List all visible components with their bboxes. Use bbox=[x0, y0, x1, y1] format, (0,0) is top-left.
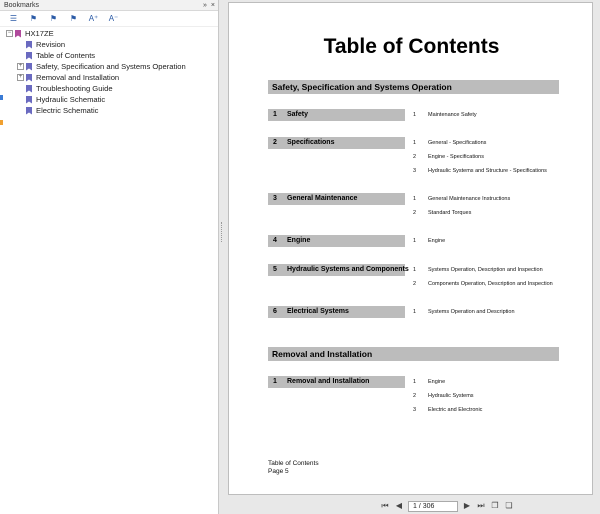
bookmark-hx17ze[interactable] bbox=[0, 28, 218, 39]
expander-placeholder bbox=[17, 96, 24, 103]
subitem-label: Systems Operation, Description and Inspection bbox=[428, 267, 543, 273]
bookmark-label: Safety, Specification and Systems Operation bbox=[36, 62, 186, 71]
bookmark-options-icon[interactable]: ☰ bbox=[9, 14, 18, 23]
expander-placeholder bbox=[17, 85, 24, 92]
side-tool-strip bbox=[0, 95, 3, 145]
row-label: Engine bbox=[287, 237, 311, 244]
last-page-icon[interactable]: ⏭ bbox=[477, 501, 485, 510]
row-number: 1 bbox=[273, 378, 277, 385]
bookmark-icon bbox=[15, 30, 21, 38]
single-page-view-icon[interactable]: ❐ bbox=[491, 501, 499, 510]
panel-expand-button[interactable]: » bbox=[203, 2, 207, 9]
side-tool-icon[interactable] bbox=[0, 95, 3, 100]
bookmark-icon bbox=[26, 74, 32, 82]
toc-row[interactable] bbox=[268, 264, 409, 276]
document-page bbox=[228, 2, 593, 495]
bookmark-label: Revision bbox=[36, 40, 66, 49]
bookmark-icon bbox=[26, 107, 32, 115]
bookmark-icon bbox=[26, 52, 32, 60]
bookmark-label: HX17ZE bbox=[25, 29, 54, 38]
page-footer-number: Page 5 bbox=[268, 468, 289, 475]
bookmark-electric-schematic[interactable] bbox=[0, 105, 218, 116]
subitem-number: 1 bbox=[413, 379, 417, 385]
subitem-number: 2 bbox=[413, 210, 417, 216]
text-larger-icon[interactable]: A⁺ bbox=[88, 14, 99, 23]
subitem-label: Systems Operation and Description bbox=[428, 309, 515, 315]
toc-row[interactable] bbox=[268, 376, 405, 388]
bookmark-tree bbox=[0, 27, 218, 116]
text-smaller-icon[interactable]: A⁻ bbox=[108, 14, 119, 23]
page-title: Table of Contents bbox=[323, 35, 500, 58]
row-label: Safety bbox=[287, 111, 309, 118]
bookmark-edit-icon[interactable]: ⚑ bbox=[69, 14, 78, 23]
toc-row[interactable] bbox=[268, 193, 405, 205]
row-number: 6 bbox=[273, 308, 277, 315]
subitem-number: 2 bbox=[413, 281, 417, 287]
prev-page-icon[interactable]: ◀ bbox=[395, 501, 403, 510]
subitem-number: 1 bbox=[413, 238, 417, 244]
row-number: 1 bbox=[273, 111, 277, 118]
row-number: 4 bbox=[273, 237, 277, 244]
panel-splitter[interactable] bbox=[219, 0, 225, 514]
expander-placeholder bbox=[17, 41, 24, 48]
toc-row[interactable] bbox=[268, 109, 405, 121]
next-page-icon[interactable]: ▶ bbox=[463, 501, 471, 510]
expander-placeholder bbox=[17, 52, 24, 59]
subitem-number: 2 bbox=[413, 393, 417, 399]
bookmark-label: Removal and Installation bbox=[36, 73, 120, 82]
expand-toggle[interactable]: + bbox=[18, 63, 23, 69]
splitter-grip-icon[interactable] bbox=[221, 222, 223, 242]
subitem-number: 2 bbox=[413, 154, 417, 160]
bookmark-new-icon[interactable]: ⚑ bbox=[49, 14, 58, 23]
bookmark-label: Hydraulic Schematic bbox=[36, 95, 106, 104]
two-page-view-icon[interactable]: ❏ bbox=[505, 501, 513, 510]
subitem-label: Maintenance Safety bbox=[428, 112, 477, 118]
row-number: 5 bbox=[273, 266, 277, 273]
subitem-label: Hydraulic Systems and Structure - Specifications bbox=[428, 168, 547, 174]
bookmark-revision[interactable] bbox=[0, 39, 218, 50]
side-tool-icon[interactable] bbox=[0, 120, 3, 125]
section-heading[interactable]: Removal and Installation bbox=[268, 347, 559, 361]
expander-placeholder bbox=[17, 107, 24, 114]
expand-toggle[interactable]: + bbox=[18, 74, 23, 80]
bookmarks-toolbar bbox=[0, 11, 218, 27]
page-navigation bbox=[380, 499, 514, 513]
subitem-number: 3 bbox=[413, 407, 417, 413]
bookmark-icon bbox=[26, 85, 32, 93]
subitem-number: 1 bbox=[413, 267, 417, 273]
toc-row[interactable] bbox=[268, 235, 405, 247]
page-number-input[interactable] bbox=[408, 501, 458, 512]
toc-row[interactable] bbox=[268, 306, 405, 318]
subitem-number: 3 bbox=[413, 168, 417, 174]
bookmark-icon bbox=[26, 41, 32, 49]
subitem-label: General Maintenance Instructions bbox=[428, 196, 511, 202]
subitem-label: General - Specifications bbox=[428, 140, 487, 146]
bookmark-icon bbox=[26, 96, 32, 104]
toc-row[interactable] bbox=[268, 137, 405, 149]
subitem-label: Components Operation, Description and Inspection bbox=[428, 281, 553, 287]
subitem-number: 1 bbox=[413, 112, 417, 118]
row-label: Hydraulic Systems and Components bbox=[287, 266, 409, 273]
subitem-number: 1 bbox=[413, 140, 417, 146]
bookmark-hydraulic-schematic[interactable] bbox=[0, 94, 218, 105]
row-label: General Maintenance bbox=[287, 195, 358, 202]
bookmark-icon bbox=[26, 63, 32, 71]
bookmark-safety-specification[interactable] bbox=[0, 61, 218, 72]
page-footer-title: Table of Contents bbox=[268, 460, 319, 467]
bookmark-icon[interactable]: ⚑ bbox=[29, 14, 38, 23]
row-label: Removal and Installation bbox=[287, 378, 370, 385]
row-label: Electrical Systems bbox=[287, 308, 349, 315]
panel-title: Bookmarks bbox=[4, 1, 40, 9]
subitem-number: 1 bbox=[413, 309, 417, 315]
bookmark-label: Table of Contents bbox=[36, 51, 96, 60]
collapse-toggle[interactable]: − bbox=[7, 30, 12, 36]
subitem-label: Standard Torques bbox=[428, 210, 472, 216]
row-label: Specifications bbox=[287, 139, 335, 146]
subitem-number: 1 bbox=[413, 196, 417, 202]
bookmark-table-of-contents[interactable] bbox=[0, 50, 218, 61]
bookmark-label: Troubleshooting Guide bbox=[36, 84, 113, 93]
subitem-label: Electric and Electronic bbox=[428, 407, 483, 413]
row-number: 3 bbox=[273, 195, 277, 202]
row-number: 2 bbox=[273, 139, 277, 146]
bookmark-label: Electric Schematic bbox=[36, 106, 99, 115]
bookmark-troubleshooting[interactable] bbox=[0, 83, 218, 94]
section-heading[interactable]: Safety, Specification and Systems Operation bbox=[268, 80, 559, 94]
bookmarks-panel bbox=[0, 0, 219, 514]
panel-header bbox=[0, 0, 218, 11]
bookmark-removal-installation[interactable] bbox=[0, 72, 218, 83]
panel-close-button[interactable]: × bbox=[210, 2, 215, 9]
first-page-icon[interactable]: ⏮ bbox=[381, 501, 389, 510]
subitem-label: Hydraulic Systems bbox=[428, 393, 474, 399]
subitem-label: Engine bbox=[428, 238, 446, 244]
subitem-label: Engine bbox=[428, 379, 446, 385]
subitem-label: Engine - Specifications bbox=[428, 154, 484, 160]
